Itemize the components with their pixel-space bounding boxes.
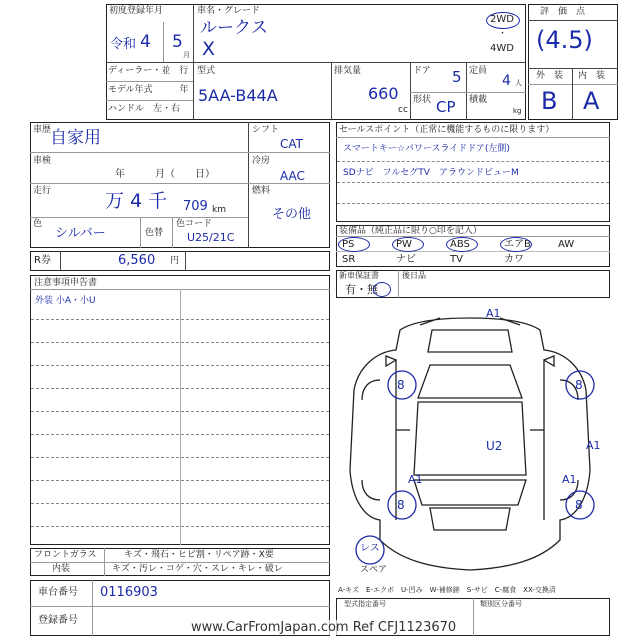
fuel: その他 (272, 207, 312, 222)
glass-value: キズ・飛石・ヒビ割・リペア跡・X要 (124, 550, 274, 560)
damage-u2: U2 (486, 439, 503, 453)
shape-label: 形状 (413, 95, 432, 105)
km-unit: km (212, 205, 226, 215)
damage-a1-top: A1 (486, 307, 501, 320)
car-grade: X (202, 38, 216, 60)
glass-label: フロントガラス (34, 550, 97, 560)
equipment-circle (446, 237, 478, 252)
kg-unit: kg (513, 107, 522, 115)
equipment-item: SR (342, 254, 356, 265)
mileage-label: 走行 (33, 186, 52, 196)
era: 令和 (110, 37, 137, 52)
equipment-circle (338, 237, 370, 252)
recycle-box (30, 251, 330, 271)
warranty-value: 有・無 (345, 283, 378, 296)
equipment-item: ナビ (396, 254, 416, 265)
month-unit: 月 (183, 51, 190, 59)
score-label: 評 価 点 (540, 7, 586, 17)
notes-title: 注意事項申告書 (34, 278, 98, 288)
record-label: 後日品 (402, 271, 426, 280)
equipment-item: PS (342, 239, 355, 250)
spare-label: スペア (360, 565, 388, 575)
model-year-label: モデル年式 年 (108, 85, 189, 95)
mileage-big: 万 4 千 (105, 190, 168, 212)
chassis-label: 車台番号 (38, 587, 78, 598)
type-value: 5AA-B44A (198, 86, 278, 105)
person-unit: 人 (515, 79, 522, 87)
chassis-number: 0116903 (100, 585, 158, 600)
type-label: 型式 (197, 66, 216, 76)
sales-line1: スマートキー☆パワースライドドア(左側) (343, 144, 510, 154)
displacement-label: 排気量 (334, 66, 362, 76)
shift-label: シフト (252, 125, 280, 135)
first-reg-label: 初度登録年月 (109, 6, 164, 16)
color-label: 色 (33, 219, 43, 229)
color-code-label: 色コード (176, 219, 213, 229)
mileage-num: 709 (183, 199, 208, 214)
interior-grade: A (583, 87, 600, 115)
interior-cond-value: キズ・汚レ・コゲ・穴・スレ・キレ・破レ (112, 564, 283, 574)
reg-year: 4 (140, 32, 151, 52)
car-name: ルークス (200, 18, 268, 38)
recycle-unit: 円 (170, 256, 180, 266)
equipment-item: AW (558, 239, 575, 250)
color-code: U25/21C (187, 231, 235, 244)
color-swap-label: 色替 (145, 228, 164, 238)
reg-month: 5 (172, 32, 183, 52)
ac: AAC (280, 169, 305, 183)
drive-2wd: 2WD (490, 14, 514, 25)
sales-line2: SDナビ フルセグTV アラウンドビューM (343, 168, 519, 178)
inspection-label: 車検 (33, 156, 52, 166)
tyre-rl: 8 (397, 498, 405, 512)
damage-a1-right-low: A1 (562, 473, 577, 486)
class-label: 類別区分番号 (480, 600, 522, 608)
ac-label: 冷房 (252, 156, 271, 166)
watermark: www.CarFromJapan.com Ref CFJ1123670 (188, 620, 459, 635)
equipment-item: ABS (450, 239, 470, 250)
exterior-grade: B (541, 87, 558, 115)
capacity: 4 (502, 73, 511, 89)
equipment-item: カワ (504, 254, 524, 265)
damage-a1-right: A1 (586, 439, 601, 452)
tyre-fl: 8 (397, 378, 405, 392)
spare-note: レス (360, 543, 380, 554)
exterior-label: 外 装 (536, 71, 564, 81)
sales-title: セールスポイント（正常に機能するものに限ります） (339, 125, 555, 135)
door-label: ドア (413, 66, 431, 76)
shift: CAT (280, 137, 303, 151)
warranty-label: 新車保証書 (339, 271, 379, 280)
equipment-circle (392, 237, 424, 252)
category: 自家用 (50, 128, 101, 148)
equipment-item: PW (396, 239, 412, 250)
color: シルバー (55, 226, 106, 241)
equipment-item: TV (450, 254, 463, 265)
load-label: 積載 (469, 95, 488, 105)
recycle: 6,560 (118, 253, 156, 268)
regno-label: 登録番号 (38, 615, 78, 626)
tyre-fr: 8 (575, 378, 583, 392)
capacity-label: 定員 (469, 66, 488, 76)
interior-cond-label: 内装 (52, 564, 71, 574)
category-label: 車歴 (33, 125, 52, 135)
displacement: 660 (368, 84, 399, 103)
type-spec-label: 型式指定番号 (344, 600, 386, 608)
handle-label: ハンドル 左・右 (108, 104, 181, 114)
inspection-value: 年 月（ 日） (115, 169, 215, 180)
score: (4.5) (536, 26, 593, 54)
interior-label: 内 装 (578, 71, 606, 81)
doors: 5 (452, 68, 462, 86)
drive-dot: ・ (498, 29, 508, 39)
recycle-label: R券 (34, 255, 51, 266)
equipment-circle (500, 237, 532, 252)
drive-4wd: 4WD (490, 43, 514, 54)
damage-legend: A-キズ E-エクボ U-凹み W-補修跡 S-サビ C-腐食 XX-交換済 (338, 586, 556, 594)
tyre-rr: 8 (575, 498, 583, 512)
damage-a1-left-low: A1 (408, 473, 423, 486)
name-grade-label: 車名・グレード (197, 6, 261, 16)
shape: CP (436, 98, 456, 116)
fuel-label: 燃料 (252, 186, 271, 196)
warranty-none-circle (373, 282, 391, 297)
equipment-item: エアB (504, 239, 531, 250)
equipment-title: 装備品（純正品に限り○印を記入） (339, 226, 482, 236)
dealer-label: ディーラー・並 行 (108, 66, 189, 76)
cc-unit: cc (398, 105, 408, 115)
notes-line1: 外装 小A・小U (35, 296, 96, 306)
